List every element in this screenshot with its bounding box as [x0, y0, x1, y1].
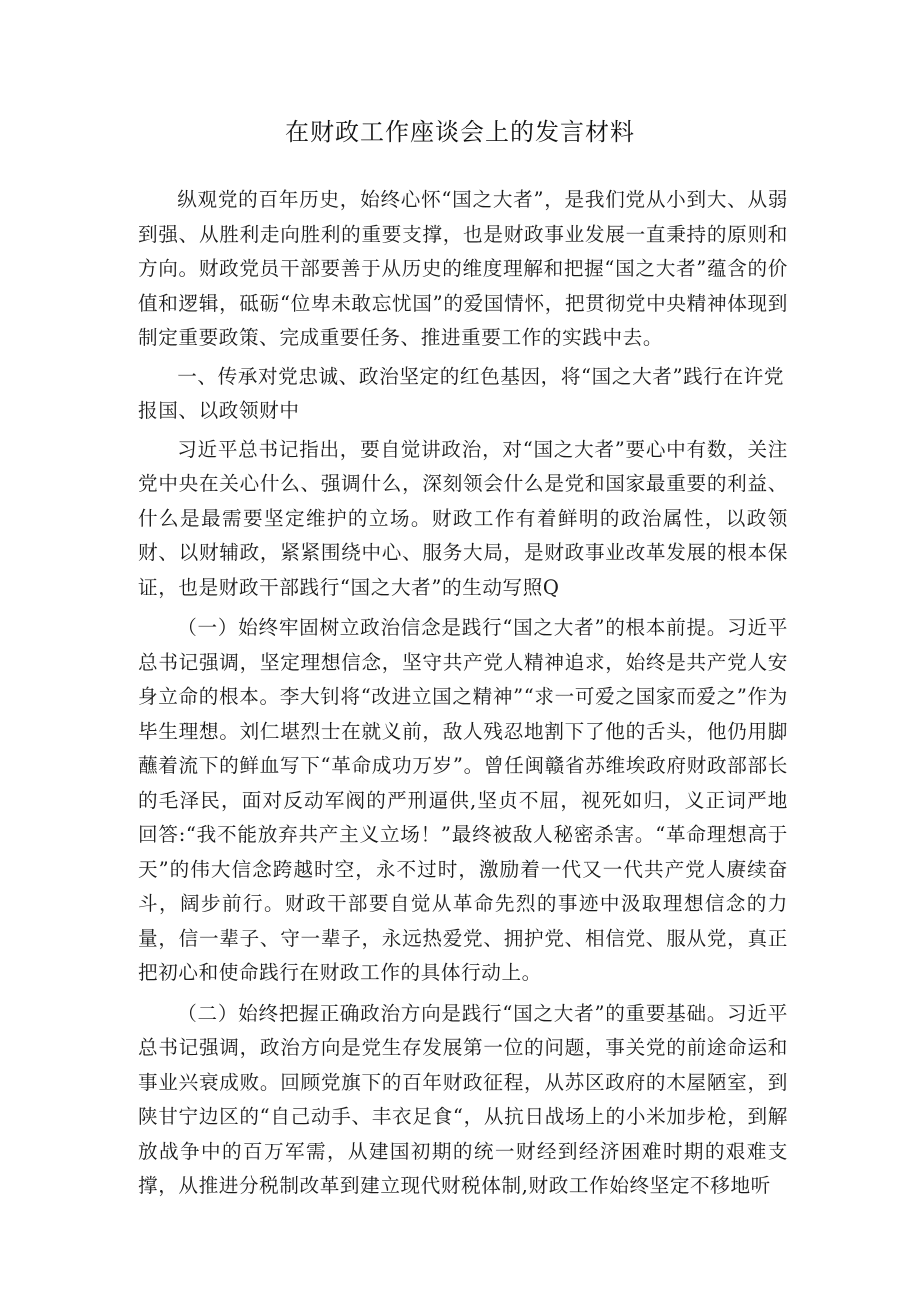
document-body: [138, 183, 788, 1204]
section-1-paragraph: 习近平总书记指出，要自觉讲政治，对“国之大者”要心中有数，关注党中央在关心什么、强调什么，深刻领会什么是党和国家最重要的利益、什么是最需要坚定维护的立场。财政工作有着鲜明的政治属性，以政领财、以财辅政，紧紧围绕中心、服务大局，是财政事业改革发展的根本保证，也是财政干部践行“国之大者”的生动写照Q: [138, 437, 788, 599]
section-heading-1: 一、传承对党忠诚、政治坚定的红色基因，将“国之大者”践行在许党报国、以政领财中: [138, 364, 785, 422]
subsection-1-paragraph: （一）始终牢固树立政治信念是践行“国之大者”的根本前提。习近平总书记强调，坚定理想信念，坚守共产党人精神追求，始终是共产党人安身立命的根本。李大钊将“改进立国之精神”“求一可爱之国家而爱之”作为毕生理想。刘仁堪烈士在就义前，敌人残忍地割下了他的舌头，他仍用脚蘸着流下的鲜血写下“革命成功万岁”。曾任闽赣省苏维埃政府财政部部长的毛泽民，面对反动军阀的严刑逼供,坚贞不屈，视死如归，义正词严地回答:“我不能放弃共产主义立场！”最终被敌人秘密杀害。“革命理想高于天”的伟大信念跨越时空，永不过时，激励着一代又一代共产党人赓续奋斗，阔步前行。财政干部要自觉从革命先烈的事迹中汲取理想信念的力量，信一辈子、守一辈子，永远热爱党、拥护党、相信党、服从党，真正把初心和使命践行在财政工作的具体行动上。: [138, 616, 788, 984]
document-title: 在财政工作座谈会上的发言材料: [285, 118, 635, 146]
intro-paragraph: 纵观党的百年历史，始终心怀“国之大者”，是我们党从小到大、从弱到强、从胜利走向胜利的重要支撑，也是财政事业发展一直秉持的原则和方向。财政党员干部要善于从历史的维度理解和把握“国之大者”蕴含的价值和逻辑，砥砺“位卑未敢忘忧国”的爱国情怀，把贯彻党中央精神体现到制定重要政策、完成重要任务、推进重要工作的实践中去。: [138, 188, 788, 349]
subsection-2-paragraph: （二）始终把握正确政治方向是践行“国之大者”的重要基础。习近平总书记强调，政治方向是党生存发展第一位的问题，事关党的前途命运和事业兴衰成败。回顾党旗下的百年财政征程，从苏区政府的木屋陋室，到陕甘宁边区的“自己动手、丰衣足食“，从抗日战场上的小米加步枪，到解放战争中的百万军需，从建国初期的统一财经到经济困难时期的艰难支撑，从推进分税制改革到建立现代财税体制,财政工作始终坚定不移地听: [138, 1001, 788, 1197]
